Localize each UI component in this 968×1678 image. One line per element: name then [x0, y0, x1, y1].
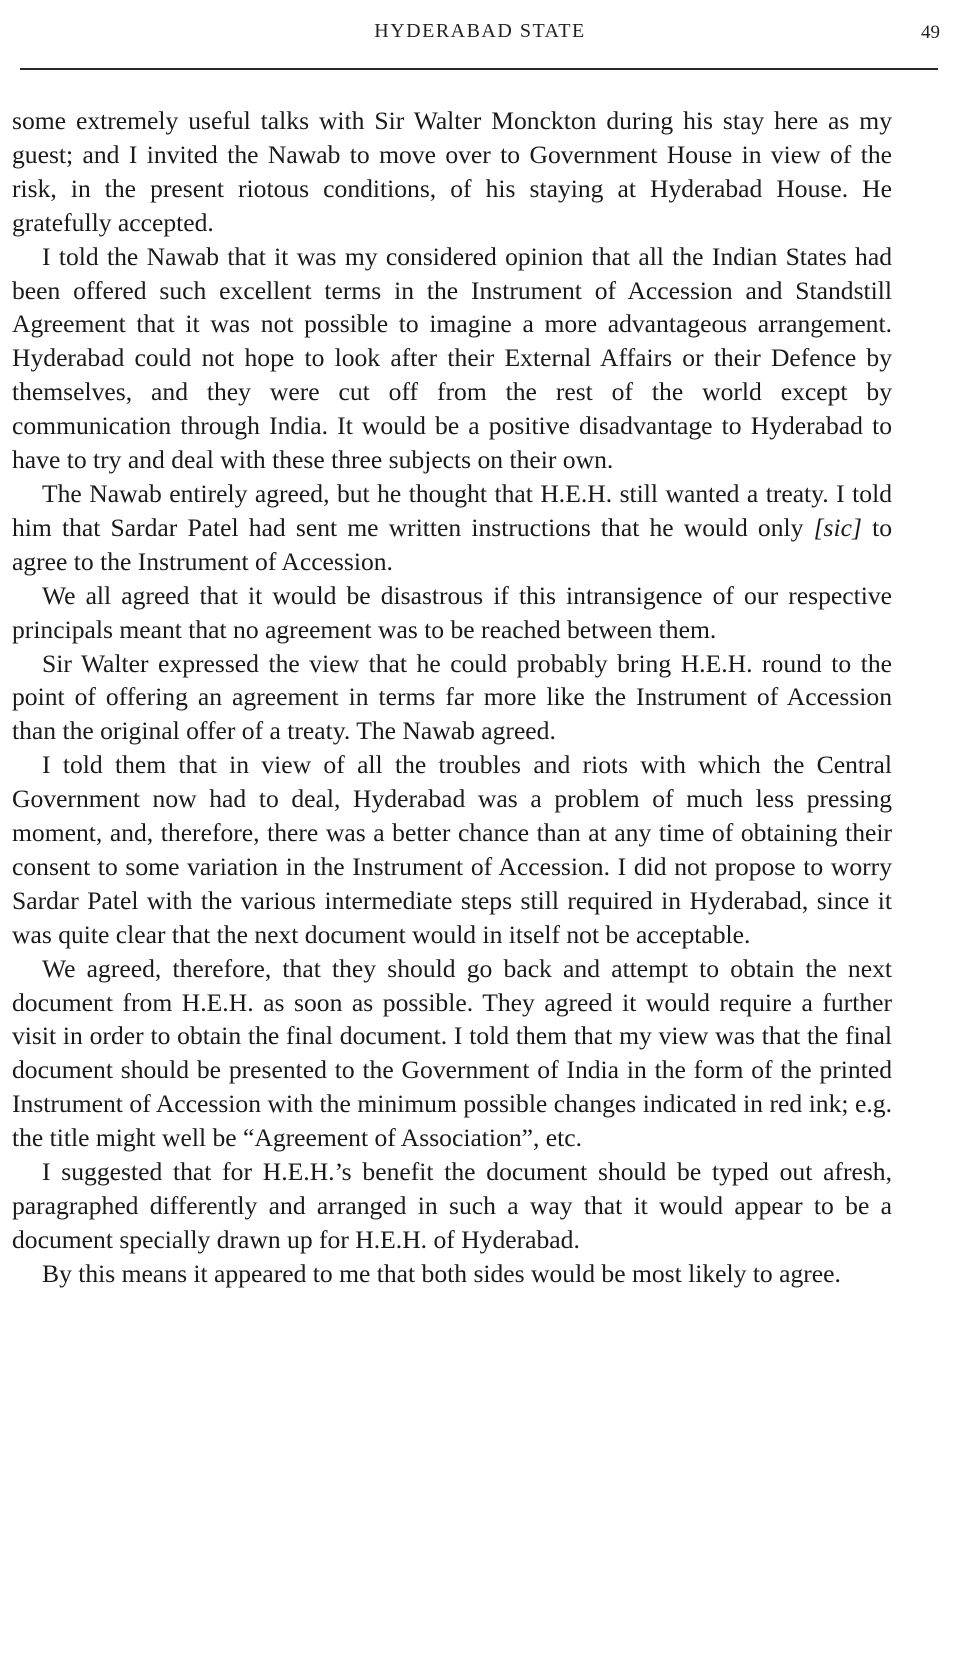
paragraph-3-text-a: The Nawab entirely agreed, but he thought that H.E.H. still wanted a treaty. I told him that Sardar Patel had sent me written instructions that he would only — [12, 478, 892, 542]
paragraph-3 — [12, 477, 892, 579]
page-number: 49 — [921, 22, 940, 43]
paragraph-5: Sir Walter expressed the view that he could probably bring H.E.H. round to the point of offering an agreement in terms far more like the Instrument of Accession than the original offer of a treaty. The Nawab agreed. — [12, 648, 892, 746]
paragraph-6: I told them that in view of all the troubles and riots with which the Central Government now had to deal, Hyderabad was a problem of much less pressing moment, and, therefore, there was a better chance than at any time of obtaining their consent to some variation in the Instrument of Accession. I did not propose to worry Sardar Patel with the various intermediate steps still required in Hyderabad, since it was quite clear that the next document would in itself not be acceptable. — [12, 750, 892, 949]
running-head — [20, 16, 940, 56]
body-text — [12, 104, 892, 1291]
paragraph-9: By this means it appeared to me that both sides would be most likely to agree. — [42, 1258, 841, 1288]
paragraph-3-text-b: to agree to the Instrument of Accession. — [12, 512, 892, 576]
running-title: HYDERABAD STATE — [374, 20, 586, 42]
paragraph-7: We agreed, therefore, that they should go back and attempt to obtain the next document from H.E.H. as soon as possible. They agreed it would require a further visit in order to obtain the final document. I told them that my view was that the final document should be presented to the Government of India in the form of the printed Instrument of Accession with the minimum possible changes indicated in red ink; e.g. the title might well be “Agreement of Association”, etc. — [12, 953, 892, 1153]
paragraph-1: some extremely useful talks with Sir Walter Monckton during his stay here as my guest; and I invited the Nawab to move over to Government House in view of the risk, in the present riotous conditions, of his staying at Hyderabad House. He gratefully accepted. — [12, 106, 892, 237]
paragraph-8: I suggested that for H.E.H.’s benefit the document should be typed out afresh, paragraphed differently and arranged in such a way that it would appear to be a document specially drawn up for H.E.H. of Hyderabad. — [12, 1157, 892, 1254]
paragraph-4: We all agreed that it would be disastrous if this intransigence of our respective principals meant that no agreement was to be reached between them. — [12, 580, 892, 644]
paragraph-2: I told the Nawab that it was my considered opinion that all the Indian States had been offered such excellent terms in the Instrument of Accession and Standstill Agreement that it was not possible to imagine a more advantageous arrangement. Hyderabad could not hope to look after their External Affairs or their Defence by themselves, and they were cut off from the rest of the world except by communication through India. It would be a positive disadvantage to Hyderabad to have to try and deal with these three subjects on their own. — [12, 241, 892, 475]
sic-annotation: [sic] — [813, 512, 862, 542]
header-rule — [20, 68, 938, 70]
